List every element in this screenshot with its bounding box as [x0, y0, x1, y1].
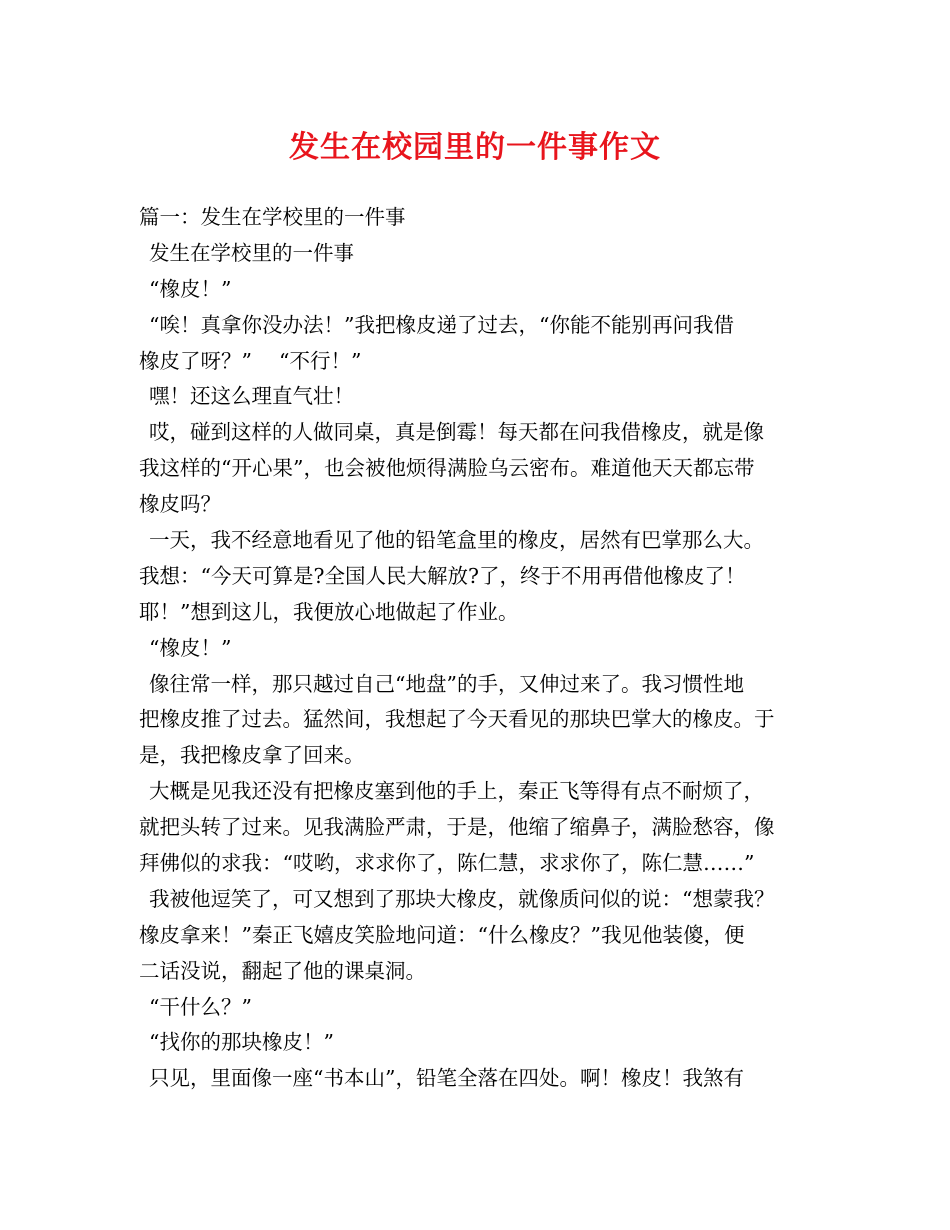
text-line: 我这样的“开心果”，也会被他烦得满脸乌云密布。难道他天天都忘带: [139, 456, 755, 481]
text-line: 耶！”想到这儿，我便放心地做起了作业。: [139, 599, 519, 624]
text-line: 橡皮吗？: [139, 492, 221, 517]
document-body: [139, 200, 829, 1097]
text-line: 把橡皮推了过去。猛然间，我想起了今天看见的那块巴掌大的橡皮。于: [139, 707, 775, 732]
text-line: 发生在学校里的一件事: [149, 240, 354, 265]
text-line: 就把头转了过来。见我满脸严肃，于是，他缩了缩鼻子，满脸愁容，像: [139, 815, 775, 840]
document-title: 发生在校园里的一件事作文: [289, 130, 661, 165]
text-line: 一天，我不经意地看见了他的铅笔盒里的橡皮，居然有巴掌那么大。: [149, 528, 764, 553]
text-line: 哎，碰到这样的人做同桌，真是倒霉！每天都在问我借橡皮，就是像: [149, 420, 764, 445]
text-line: “找你的那块橡皮！”: [149, 1030, 334, 1055]
text-line: 嘿！还这么理直气壮！: [149, 384, 354, 409]
text-line: 橡皮了呀？” “不行！”: [139, 348, 362, 373]
text-line: 像往常一样，那只越过自己“地盘”的手，又伸过来了。我习惯性地: [149, 671, 744, 696]
text-line: 篇一：发生在学校里的一件事: [139, 205, 406, 229]
text-line: 大概是见我还没有把橡皮塞到他的手上，秦正飞等得有点不耐烦了，: [149, 779, 764, 804]
text-line: 是，我把橡皮拿了回来。: [139, 743, 365, 768]
text-line: 橡皮拿来！”秦正飞嬉皮笑脸地问道：“什么橡皮？”我见他装傻，便: [139, 922, 745, 947]
text-line: 我想：“今天可算是?全国人民大解放?了，终于不用再借他橡皮了！: [139, 563, 746, 588]
text-line: 我被他逗笑了，可又想到了那块大橡皮，就像质问似的说：“想蒙我？: [149, 886, 775, 911]
text-line: 只见，里面像一座“书本山”，铅笔全落在四处。啊！橡皮！我煞有: [149, 1066, 744, 1091]
text-line: “干什么？”: [149, 994, 252, 1019]
text-line: “唉！真拿你没办法！”我把橡皮递了过去，“你能不能别再问我借: [149, 312, 734, 337]
text-line: 二话没说，翻起了他的课桌洞。: [139, 958, 426, 983]
text-line: “橡皮！”: [149, 276, 232, 301]
text-line: 拜佛似的求我：“哎哟，求求你了，陈仁慧，求求你了，陈仁慧……”: [139, 851, 755, 876]
text-line: “橡皮！”: [149, 635, 232, 660]
